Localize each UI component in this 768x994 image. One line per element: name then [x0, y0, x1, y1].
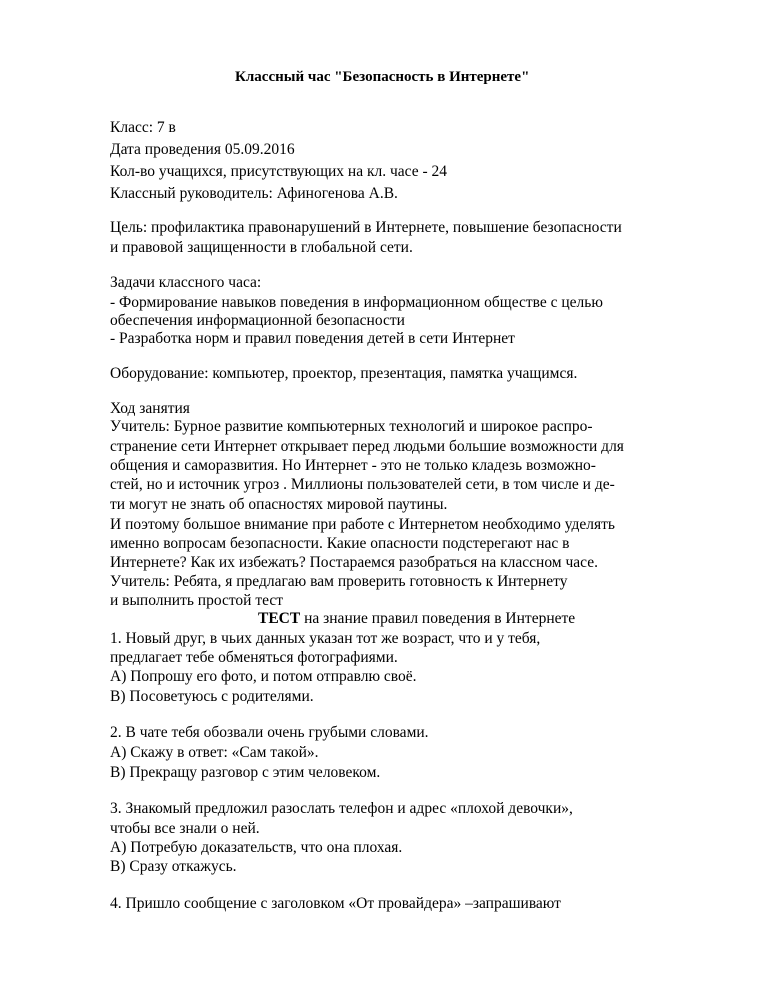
- meta-teacher: Классный руководитель: Афиногенова А.В.: [110, 185, 398, 202]
- goal-line: и правовой защищенности в глобальной сети.: [110, 239, 413, 256]
- question-4-line: 4. Пришло сообщение с заголовком «От провайдера» –запрашивают: [110, 895, 561, 912]
- lesson-line: и выполнить простой тест: [110, 592, 284, 609]
- lesson-line: ти могут не знать об опасностях мировой паутины.: [110, 496, 448, 513]
- lesson-line: именно вопросам безопасности. Какие опасности подстерегают нас в: [110, 535, 570, 552]
- meta-students: Кол-во учащихся, присутствующих на кл. часе - 24: [110, 163, 448, 180]
- lesson-heading: Ход занятия: [110, 400, 190, 417]
- tasks-line: обеспечения информационной безопасности: [110, 312, 405, 329]
- question-3-line: чтобы все знали о ней.: [110, 820, 260, 837]
- tasks-line: - Формирование навыков поведения в информационном обществе с целью: [110, 294, 603, 311]
- question-2-answer-b: В) Прекращу разговор с этим человеком.: [110, 764, 381, 781]
- lesson-line: странение сети Интернет открывает перед людьми большие возможности для: [110, 438, 624, 455]
- test-heading-rest: на знание правил поведения в Интернете: [300, 610, 576, 627]
- question-3-answer-a: А) Потребую доказательств, что она плохая.: [110, 839, 403, 856]
- lesson-line: Учитель: Бурное развитие компьютерных технологий и широкое распро-: [110, 418, 593, 435]
- lesson-line: Учитель: Ребята, я предлагаю вам проверить готовность к Интернету: [110, 573, 568, 590]
- goal-line: Цель: профилактика правонарушений в Интернете, повышение безопасности: [110, 219, 622, 236]
- tasks-line: - Разработка норм и правил поведения детей в сети Интернет: [110, 330, 515, 347]
- meta-date: Дата проведения 05.09.2016: [110, 141, 295, 158]
- question-1-answer-a: А) Попрошу его фото, и потом отправлю своё.: [110, 668, 417, 685]
- test-heading: [258, 610, 575, 628]
- lesson-line: стей, но и источник угроз . Миллионы пользователей сети, в том числе и де-: [110, 476, 615, 493]
- document-title: Классный час "Безопасность в Интернете": [235, 69, 530, 85]
- tasks-heading: Задачи классного часа:: [110, 274, 262, 291]
- test-heading-bold: ТЕСТ: [258, 610, 301, 627]
- question-3-line: 3. Знакомый предложил разослать телефон и адрес «плохой девочки»,: [110, 800, 573, 817]
- meta-class: Класс: 7 в: [110, 119, 176, 136]
- lesson-line: И поэтому большое внимание при работе с Интернетом необходимо уделять: [110, 516, 615, 533]
- lesson-line: общения и саморазвития. Но Интернет - это не только кладезь возможно-: [110, 457, 596, 474]
- question-1-line: предлагает тебе обменяться фотографиями.: [110, 649, 398, 666]
- equipment-line: Оборудование: компьютер, проектор, презентация, памятка учащимся.: [110, 365, 578, 382]
- question-2-line: 2. В чате тебя обозвали очень грубыми словами.: [110, 724, 429, 741]
- question-3-answer-b: В) Сразу откажусь.: [110, 858, 237, 875]
- lesson-line: Интернете? Как их избежать? Постараемся разобраться на классном часе.: [110, 554, 598, 571]
- question-2-answer-a: А) Скажу в ответ: «Сам такой».: [110, 744, 319, 761]
- question-1-answer-b: В) Посоветуюсь с родителями.: [110, 688, 314, 705]
- question-1-line: 1. Новый друг, в чьих данных указан тот же возраст, что и у тебя,: [110, 630, 541, 647]
